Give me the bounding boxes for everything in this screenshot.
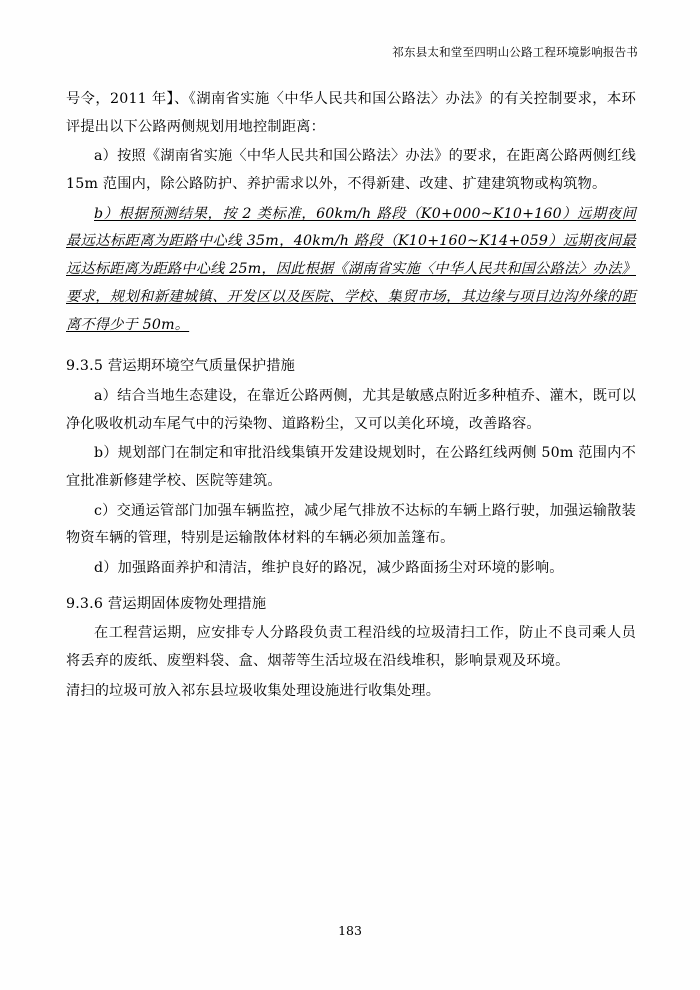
section-heading-936 — [66, 591, 636, 619]
page-content — [66, 86, 636, 707]
paragraph-935-d: d）加强路面养护和清洁，维护良好的路况，减少路面扬尘对环境的影响。 — [94, 560, 564, 576]
section-title-935: 营运期环境空气质量保护措施 — [108, 358, 296, 375]
paragraph-item-b: b）根据预测结果，按 2 类标准，60km/h 路段（K0+000~K10+160）远期夜间最远达标距离为距路中心线 35m，40km/h 路段（K10+160~K14+059）远期夜间最远达标距离为距路中心线 25m，因此根据《湖南省实施〈中华人民共和国公路法〉办法》要求，规划和新建城镇、开发区以及医院、学校、集贸市场，其边缘与项目边沟外缘的距离不得少于 50m。 — [66, 205, 636, 333]
section-number-935: 9.3.5 — [66, 358, 104, 375]
section-heading-935 — [66, 353, 636, 381]
paragraph-lead: 号令，2011 年】、《湖南省实施〈中华人民共和国公路法〉办法》的有关控制要求，本环评提出以下公路两侧规划用地控制距离： — [66, 91, 636, 135]
paragraph-935-c: c）交通运管部门加强车辆监控，减少尾气排放不达标的车辆上路行驶，加强运输散装物资车辆的管理，特别是运输散体材料的车辆必须加盖篷布。 — [66, 502, 636, 547]
paragraph-936-2: 清扫的垃圾可放入祁东县垃圾收集处理设施进行收集处理。 — [66, 682, 441, 699]
spacer — [66, 341, 636, 345]
paragraph-935-b: b）规划部门在制定和审批沿线集镇开发建设规划时，在公路红线两侧 50m 范围内不宜批准新修建学校、医院等建筑。 — [66, 445, 636, 489]
paragraph-935-a: a）结合当地生态建设，在靠近公路两侧，尤其是敏感点附近多种植乔、灌木，既可以净化吸收机动车尾气中的污染物、道路粉尘，又可以美化环境，改善路容。 — [66, 387, 636, 432]
section-number-936: 9.3.6 — [66, 595, 104, 612]
page-number: 183 — [338, 923, 362, 938]
paragraph-item-a: a）按照《湖南省实施〈中华人民共和国公路法〉办法》的要求，在距离公路两侧红线 15m 范围内，除公路防护、养护需求以外，不得新建、改建、扩建建筑物或构筑物。 — [66, 148, 636, 193]
section-title-936: 营运期固体废物处理措施 — [108, 595, 267, 612]
page-header: 祁东县太和堂至四明山公路工程环境影响报告书 — [392, 45, 638, 59]
paragraph-936-1: 在工程营运期，应安排专人分路段负责工程沿线的垃圾清扫工作，防止不良司乘人员将丢弃的废纸、废塑料袋、盒、烟蒂等生活垃圾在沿线堆积，影响景观及环境。 — [66, 625, 636, 670]
